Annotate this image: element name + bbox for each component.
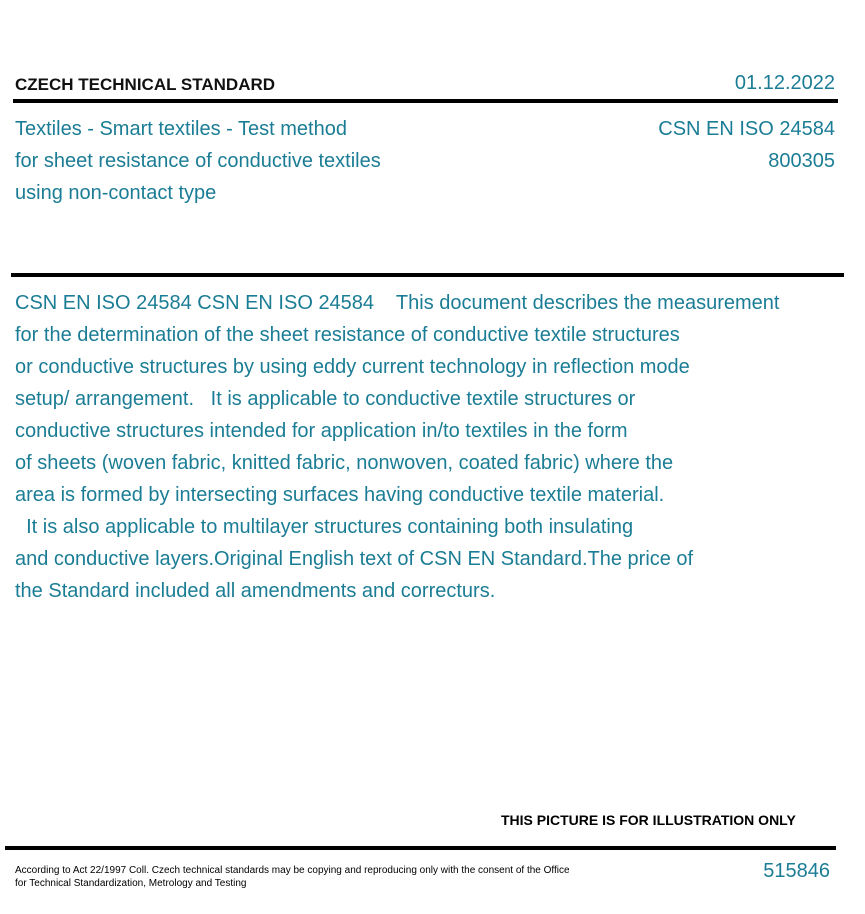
description-line: for the determination of the sheet resistance of conductive textile structures bbox=[15, 324, 680, 346]
publication-date: 01.12.2022 bbox=[734, 72, 835, 94]
classification-number: 800305 bbox=[768, 150, 835, 172]
description-line: CSN EN ISO 24584 CSN EN ISO 24584 This document describes the measurement bbox=[15, 292, 780, 314]
illustration-note: THIS PICTURE IS FOR ILLUSTRATION ONLY bbox=[501, 812, 796, 828]
description-line: of sheets (woven fabric, knitted fabric, nonwoven, coated fabric) where the bbox=[15, 452, 674, 474]
document-type-label: CZECH TECHNICAL STANDARD bbox=[15, 75, 276, 94]
description-line: the Standard included all amendments and correcturs. bbox=[15, 580, 496, 602]
description-line: and conductive layers.Original English text of CSN EN Standard.The price of bbox=[15, 548, 694, 570]
legal-notice bbox=[15, 864, 570, 890]
description-line: area is formed by intersecting surfaces having conductive textile material. bbox=[15, 484, 665, 506]
title-line-1: Textiles - Smart textiles - Test method bbox=[15, 118, 347, 140]
description-line: It is also applicable to multilayer structures containing both insulating bbox=[15, 516, 634, 538]
title-line-2: for sheet resistance of conductive textiles bbox=[15, 150, 381, 172]
header-divider bbox=[13, 99, 838, 103]
description-line: conductive structures intended for application in/to textiles in the form bbox=[15, 420, 628, 442]
description-line: setup/ arrangement. It is applicable to conductive textile structures or bbox=[15, 388, 636, 410]
footer-divider bbox=[5, 846, 836, 850]
description-line: or conductive structures by using eddy current technology in reflection mode bbox=[15, 356, 690, 378]
legal-line: According to Act 22/1997 Coll. Czech technical standards may be copying and reproducing only with the consent of the Office bbox=[15, 865, 570, 876]
description-text bbox=[15, 287, 845, 607]
standard-code: CSN EN ISO 24584 bbox=[658, 118, 835, 140]
title-divider bbox=[11, 273, 844, 277]
document-id: 515846 bbox=[763, 860, 830, 882]
legal-line: for Technical Standardization, Metrology and Testing bbox=[15, 878, 247, 889]
title-line-3: using non-contact type bbox=[15, 182, 217, 204]
